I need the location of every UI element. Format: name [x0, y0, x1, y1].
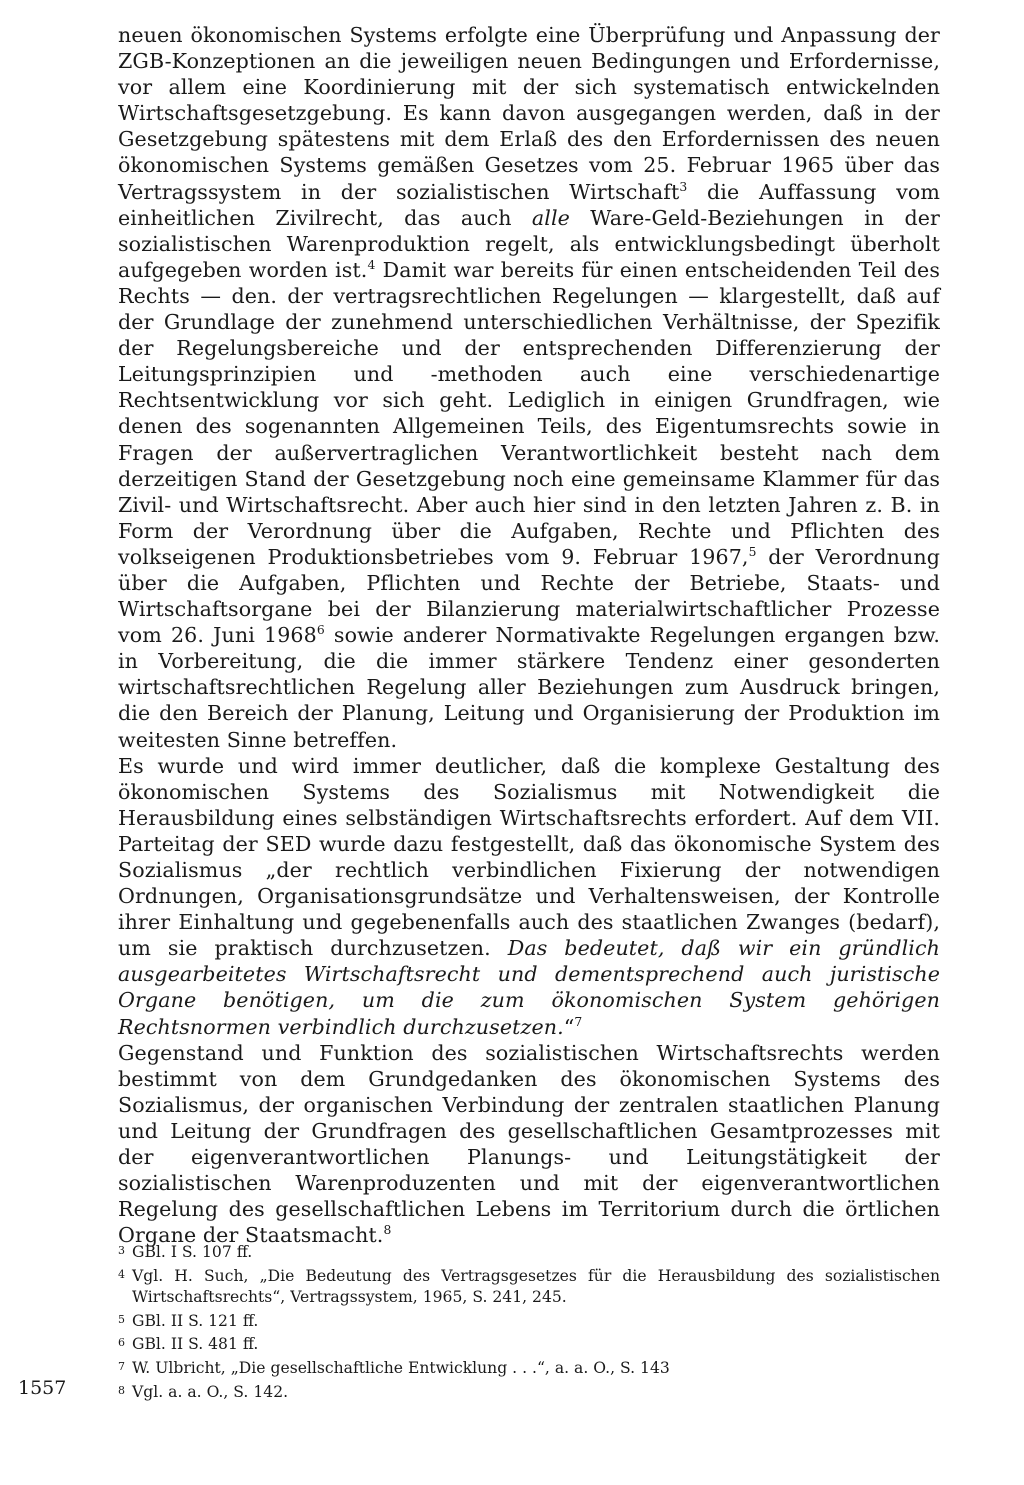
text-run: die Auffassung vom einheitlichen Zivilrecht, das auch	[118, 179, 941, 230]
footnote-ref: 5	[748, 544, 757, 559]
text-run: sowie anderer Normativakte Regelungen ergangen bzw. in Vorbereitung, die die immer stärkere Tendenz einer gesonderten wirtschaftsrechtlichen Regelung aller Beziehungen zum Ausdruck bringen, die den Bereich der Planung, Leitung und Organisierung der Produktion im weitesten Sinne betreffen.	[118, 623, 940, 752]
footnote	[118, 1242, 940, 1264]
text-run: der Verordnung über die Aufgaben, Pflichten und Rechte der Betriebe, Staats- und Wirtschaftsorgane bei der Bilanzierung materialwirtschaftlicher Prozesse vom 26. Juni 1968	[118, 544, 941, 648]
footnote-number: 7	[118, 1359, 125, 1373]
text-run: Es wurde und wird immer deutlicher, daß die komplexe Gestaltung des ökonomischen Systems des Sozialismus mit Notwendigkeit die Herausbildung eines selbständigen Wirtschaftsrechts erfordert. Auf dem VII. Parteitag der SED wurde dazu festgestellt, daß das ökonomische System des Sozialismus „der rechtlich verbindlichen Fixierung der notwendigen Ordnungen, Organisationsgrundsätze und Verhaltensweisen, der Kontrolle ihrer Einhaltung und gegebenenfalls auch des staatlichen Zwanges (bedarf), um sie praktisch durchzusetzen.	[118, 753, 940, 961]
footnote-number: 4	[118, 1267, 125, 1281]
footnote	[118, 1358, 940, 1380]
footnote-text: GBl. II S. 481 ff.	[132, 1335, 259, 1354]
footnote-number: 8	[118, 1383, 125, 1397]
text-run: “	[563, 1014, 575, 1039]
footnote	[118, 1311, 940, 1333]
footnote-ref: 4	[367, 257, 376, 272]
footnote-number: 5	[118, 1312, 125, 1326]
paragraph	[118, 1040, 940, 1249]
emphasis-text: Das bedeutet, daß wir ein gründlich ausgearbeitetes Wirtschaftsrecht und dementsprechend auch juristische Organe benötigen, um die zum ökonomischen System gehörigen Rechtsnormen verbindlich durchzusetzen.	[118, 936, 940, 1039]
footnote-text: GBl. II S. 121 ff.	[132, 1311, 259, 1330]
footnote-ref: 8	[383, 1223, 392, 1238]
text-run: Damit war bereits für einen entscheidenden Teil des Rechts — den. der vertragsrechtlichen Regelungen — klargestellt, daß auf der Grundlage der zunehmend unterschiedlichen Verhältnisse, der Spezifik der Regelungsbereiche und der entsprechenden Differenzierung der Leitungsprinzipien und -methoden auch eine verschiedenartige Rechtsentwicklung vor sich geht. Lediglich in einigen Grundfragen, wie denen des sogenannten Allgemeinen Teils, des Eigentumsrechts sowie in Fragen der außervertraglichen Verantwortlichkeit besteht nach dem derzeitigen Stand der Gesetzgebung noch eine gemeinsame Klammer für das Zivil- und Wirtschaftsrecht. Aber auch hier sind in den letzten Jahren z. B. in Form der Verordnung über die Aufgaben, Rechte und Pflichten des volkseigenen Produktionsbetriebes vom 9. Februar 1967,	[118, 257, 940, 569]
body-text	[118, 22, 940, 1248]
footnote	[118, 1266, 940, 1309]
page-number: 1557	[18, 1377, 67, 1399]
emphasis-text: alle	[531, 205, 570, 230]
footnote-number: 6	[118, 1336, 125, 1350]
footnotes	[118, 1242, 940, 1405]
text-run: Ware-Geld-Beziehungen in der sozialistischen Warenproduktion regelt, als entwicklungsbedingt überholt aufgegeben worden ist.	[118, 205, 940, 282]
footnote-text: Vgl. H. Such, „Die Bedeutung des Vertragsgesetzes für die Herausbildung des sozialistischen Wirtschaftsrechts“, Vertragssystem, 1965, S. 241, 245.	[132, 1266, 940, 1307]
footnote-ref: 7	[574, 1014, 583, 1029]
paragraph	[118, 753, 940, 1040]
text-run: neuen ökonomischen Systems erfolgte eine Überprüfung und Anpassung der ZGB-Konzeptionen an die jeweiligen neuen Bedingungen und Erfordernisse, vor allem eine Koordinierung mit der sich systematisch entwickelnden Wirtschaftsgesetzgebung. Es kann davon ausgegangen werden, daß in der Gesetzgebung spätestens mit dem Erlaß des den Erfordernissen des neuen ökonomischen Systems gemäßen Gesetzes vom 25. Februar 1965 über das Vertragssystem in der sozialistischen Wirtschaft	[118, 23, 940, 204]
footnote-number: 3	[118, 1244, 125, 1257]
footnote-text: Vgl. a. a. O., S. 142.	[132, 1382, 289, 1401]
footnote-text: GBl. I S. 107 ff.	[132, 1243, 253, 1261]
footnote	[118, 1382, 940, 1404]
text-run: Gegenstand und Funktion des sozialistischen Wirtschaftsrechts werden bestimmt von dem Grundgedanken des ökonomischen Systems des Sozialismus, der organischen Verbindung der zentralen staatlichen Planung und Leitung der Grundfragen des gesellschaftlichen Gesamtprozesses mit der eigenverantwortlichen Planungs- und Leitungstätigkeit der sozialistischen Warenproduzenten und mit der eigenverantwortlichen Regelung des gesellschaftlichen Lebens im Territorium durch die örtlichen Organe der Staatsmacht.	[118, 1040, 940, 1248]
footnote-ref: 3	[679, 179, 688, 194]
footnote-text: W. Ulbricht, „Die gesellschaftliche Entwicklung . . .“, a. a. O., S. 143	[132, 1358, 670, 1377]
footnote	[118, 1334, 940, 1356]
paragraph	[118, 22, 940, 753]
footnote-ref: 6	[316, 623, 325, 638]
